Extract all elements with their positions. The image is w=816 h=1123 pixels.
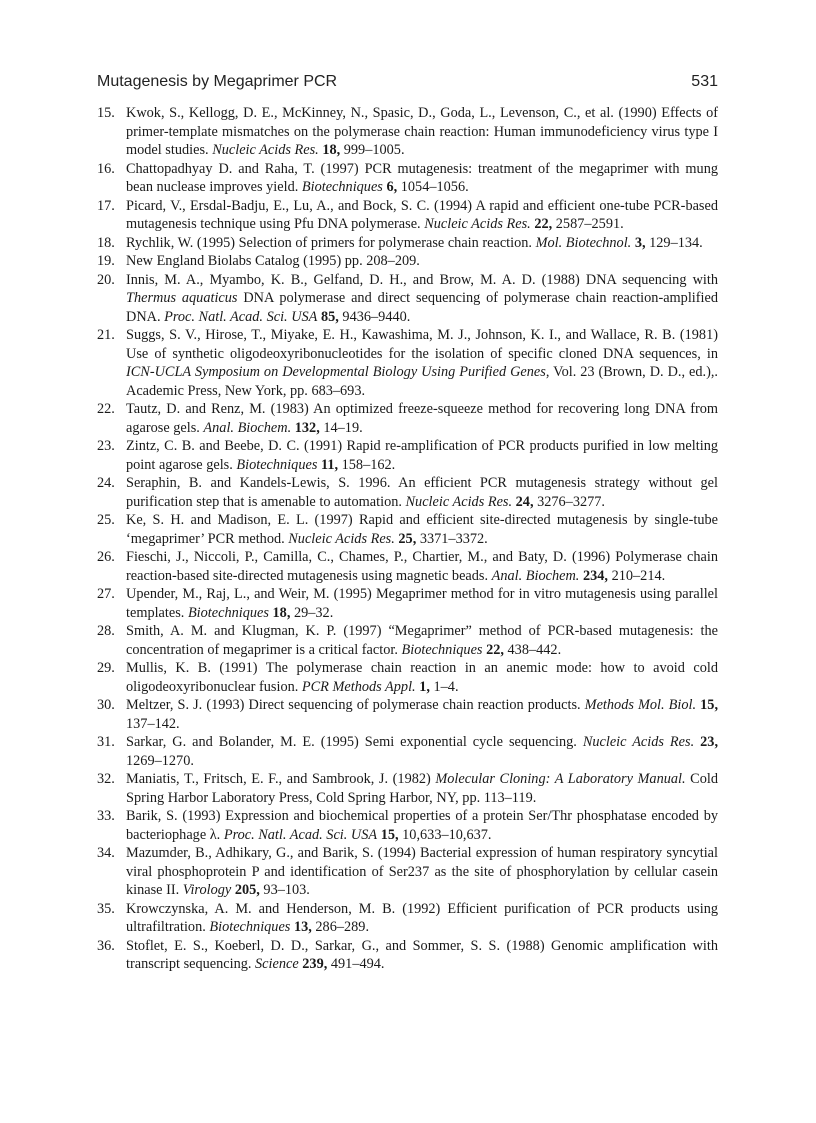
- reference-volume: 25,: [398, 530, 417, 547]
- reference-volume: 15,: [380, 826, 399, 843]
- reference-text: Mullis, K. B. (1991) The polymerase chain reaction in an anemic mode: how to avoid cold oligodeoxyribonuclear fusion.: [126, 660, 718, 695]
- reference-item: [97, 474, 718, 511]
- reference-item: [97, 770, 718, 807]
- reference-item: [97, 585, 718, 622]
- reference-text: Cold Spring Harbor Laboratory Press, Cold Spring Harbor, NY, pp. 113–119.: [126, 771, 718, 806]
- reference-number: 30.: [97, 697, 115, 713]
- reference-text: 210–214.: [608, 567, 666, 584]
- reference-number: 33.: [97, 808, 115, 824]
- reference-number: 17.: [97, 197, 115, 214]
- reference-item: [97, 548, 718, 585]
- reference-text: Maniatis, T., Fritsch, E. F., and Sambrook, J. (1982): [126, 771, 436, 787]
- reference-text: , Vol. 23 (Brown, D. D., ed.),. Academic Press, New York, pp. 683–693.: [126, 364, 718, 399]
- reference-text: 9436–9440.: [338, 308, 411, 325]
- reference-number: 26.: [97, 549, 115, 565]
- reference-volume: 22,: [486, 641, 504, 658]
- reference-text: Barik, S. (1993) Expression and biochemical properties of a protein Ser/Thr phosphatase encoded by bacteriophage λ.: [126, 808, 718, 843]
- reference-italic-text: Nucleic Acids Res.: [424, 216, 531, 232]
- reference-item: [97, 326, 718, 400]
- reference-italic-text: PCR Methods Appl.: [301, 678, 416, 695]
- reference-text: Seraphin, B. and Kandels-Lewis, S. 1996. An efficient PCR mutagenesis strategy without gel purification step that is amenable to automation.: [126, 475, 718, 510]
- reference-list: [97, 104, 718, 974]
- reference-number: 22.: [97, 401, 115, 417]
- reference-volume: 6,: [386, 179, 398, 195]
- reference-item: [97, 937, 718, 974]
- reference-volume: 13,: [293, 919, 312, 935]
- reference-number: 34.: [97, 845, 115, 861]
- reference-italic-text: Molecular Cloning: A Laboratory Manual.: [435, 771, 686, 787]
- reference-volume: 239,: [302, 956, 328, 972]
- reference-item: [97, 104, 718, 160]
- reference-text: 158–162.: [338, 456, 396, 473]
- reference-number: 24.: [97, 475, 115, 491]
- reference-text: 999–1005.: [340, 142, 405, 158]
- reference-number: 15.: [97, 105, 115, 121]
- reference-italic-text: Nucleic Acids Res.: [582, 734, 695, 750]
- reference-text: Rychlik, W. (1995) Selection of primers for polymerase chain reaction.: [126, 234, 536, 251]
- page-number: 531: [691, 73, 718, 90]
- reference-italic-text: Mol. Biotechnol.: [535, 234, 632, 251]
- reference-text: 14–19.: [319, 419, 363, 436]
- reference-volume: 18,: [322, 142, 341, 158]
- reference-text: 3371–3372.: [416, 530, 488, 547]
- reference-text: Smith, A. M. and Klugman, K. P. (1997) “Megaprimer” method of PCR-based mutagenesis: the concentration of megaprimer is a critical factor.: [126, 623, 718, 658]
- reference-text: Ke, S. H. and Madison, E. L. (1997) Rapid and efficient site-directed mutagenesis by single-tube ‘megaprimer’ PCR method.: [126, 512, 718, 547]
- reference-text: Chattopadhyay D. and Raha, T. (1997) PCR mutagenesis: treatment of the megaprimer with mung bean nuclease improves yield.: [126, 160, 718, 195]
- reference-number: 19.: [97, 253, 115, 269]
- reference-text: DNA polymerase and direct sequencing of polymerase chain reaction-amplified DNA.: [126, 290, 718, 325]
- reference-italic-text: Biotechniques: [301, 179, 383, 195]
- reference-item: [97, 807, 718, 844]
- reference-text: Sarkar, G. and Bolander, M. E. (1995) Semi exponential cycle sequencing.: [126, 734, 583, 750]
- reference-text: 1054–1056.: [397, 179, 469, 195]
- reference-italic-text: Biotechniques: [187, 604, 269, 621]
- reference-item: [97, 844, 718, 900]
- reference-italic-text: Nucleic Acids Res.: [405, 493, 513, 510]
- reference-text: 491–494.: [327, 956, 385, 972]
- reference-text: Picard, V., Ersdal-Badju, E., Lu, A., and Bock, S. C. (1994) A rapid and efficient one-tube PCR-based mutagenesis technique using Pfu DNA polymerase.: [126, 197, 718, 232]
- reference-italic-text: ICN-UCLA Symposium on Developmental Biology Using Purified Genes: [126, 364, 546, 380]
- reference-text: 1269–1270.: [126, 752, 194, 769]
- reference-number: 23.: [97, 438, 115, 454]
- reference-number: 25.: [97, 512, 115, 528]
- running-header: [97, 73, 718, 91]
- reference-number: 18.: [97, 234, 115, 251]
- reference-item: [97, 659, 718, 696]
- reference-italic-text: Proc. Natl. Acad. Sci. USA: [164, 308, 318, 325]
- reference-italic-text: Biotechniques: [236, 456, 318, 473]
- reference-item: [97, 511, 718, 548]
- reference-text: Mazumder, B., Adhikary, G., and Barik, S. (1994) Bacterial expression of human respiratory syncytial viral phosphoprotein P and identification of Ser237 as the site of phosphorylation by cellular casein kinase II.: [126, 845, 718, 898]
- reference-volume: 18,: [272, 604, 291, 621]
- reference-text: Upender, M., Raj, L., and Weir, M. (1995) Megaprimer method for in vitro mutagenesis using parallel templates.: [126, 586, 718, 621]
- reference-number: 31.: [97, 734, 115, 750]
- reference-text: 10,633–10,637.: [398, 826, 492, 843]
- reference-text: Krowczynska, A. M. and Henderson, M. B. (1992) Efficient purification of PCR products using ultrafiltration.: [126, 900, 718, 935]
- reference-text: 2587–2591.: [552, 216, 624, 232]
- reference-text: 137–142.: [126, 715, 180, 732]
- reference-italic-text: Virology: [182, 882, 232, 898]
- reference-number: 28.: [97, 623, 115, 639]
- reference-number: 21.: [97, 327, 115, 343]
- reference-volume: 132,: [294, 419, 320, 436]
- reference-text: 286–289.: [311, 919, 370, 935]
- reference-italic-text: Nucleic Acids Res.: [212, 142, 319, 158]
- reference-item: [97, 696, 718, 733]
- reference-italic-text: Proc. Natl. Acad. Sci. USA: [223, 826, 378, 843]
- reference-text: 129–134.: [645, 234, 703, 251]
- reference-volume: 11,: [320, 456, 339, 473]
- reference-text: Meltzer, S. J. (1993) Direct sequencing of polymerase chain reaction products.: [126, 697, 585, 713]
- reference-volume: 22,: [534, 216, 553, 232]
- running-title: Mutagenesis by Megaprimer PCR: [97, 73, 338, 90]
- reference-volume: 205,: [234, 882, 260, 898]
- reference-italic-text: Methods Mol. Biol.: [584, 697, 697, 713]
- reference-italic-text: Science: [255, 956, 299, 972]
- reference-item: [97, 622, 718, 659]
- reference-volume: 23,: [700, 734, 719, 750]
- reference-italic-text: Biotechniques: [401, 641, 483, 658]
- reference-text: Suggs, S. V., Hirose, T., Miyake, E. H., Kawashima, M. J., Johnson, K. I., and Wallace, R. B. (1981) Use of synthetic oligodeoxyribonucleotides for the isolation of specific cloned DNA sequences, in: [126, 327, 718, 362]
- reference-text: 3276–3277.: [533, 493, 605, 510]
- reference-italic-text: Anal. Biochem.: [491, 567, 580, 584]
- reference-item: [97, 733, 718, 770]
- reference-number: 29.: [97, 660, 115, 676]
- reference-number: 32.: [97, 771, 115, 787]
- reference-text: Stoflet, E. S., Koeberl, D. D., Sarkar, G., and Sommer, S. S. (1988) Genomic amplification with transcript sequencing.: [126, 937, 718, 972]
- reference-italic-text: Biotechniques: [209, 919, 291, 935]
- reference-italic-text: Anal. Biochem.: [203, 419, 292, 436]
- reference-item: [97, 900, 718, 937]
- reference-text: 438–442.: [503, 641, 562, 658]
- reference-item: [97, 400, 718, 437]
- reference-item: [97, 160, 718, 197]
- reference-item: [97, 271, 718, 327]
- reference-text: Kwok, S., Kellogg, D. E., McKinney, N., Spasic, D., Goda, L., Levenson, C., et al. (1990) Effects of primer-template mismatches on the polymerase chain reaction: Human immunodeficiency virus type I model studies.: [126, 105, 718, 158]
- reference-item: [97, 252, 718, 271]
- reference-item: [97, 234, 718, 253]
- reference-number: 36.: [97, 937, 115, 954]
- reference-text: Innis, M. A., Myambo, K. B., Gelfand, D. H., and Brow, M. A. D. (1988) DNA sequencing with: [126, 271, 718, 288]
- reference-volume: 1,: [419, 678, 430, 695]
- reference-number: 16.: [97, 160, 115, 177]
- reference-text: Fieschi, J., Niccoli, P., Camilla, C., Chames, P., Chartier, M., and Baty, D. (1996) Polymerase chain reaction-based site-directed mutagenesis using magnetic beads.: [126, 549, 718, 584]
- reference-number: 27.: [97, 586, 115, 602]
- reference-italic-text: Nucleic Acids Res.: [288, 530, 395, 547]
- reference-text: 93–103.: [259, 882, 310, 898]
- reference-volume: 24,: [515, 493, 534, 510]
- reference-volume: 15,: [700, 697, 719, 713]
- reference-text: Tautz, D. and Renz, M. (1983) An optimized freeze-squeeze method for recovering long DNA from agarose gels.: [126, 401, 718, 436]
- reference-text: 29–32.: [290, 604, 334, 621]
- reference-volume: 85,: [320, 308, 339, 325]
- reference-number: 35.: [97, 900, 115, 917]
- reference-text: New England Biolabs Catalog (1995) pp. 208–209.: [126, 253, 420, 269]
- reference-item: [97, 197, 718, 234]
- reference-text: Zintz, C. B. and Beebe, D. C. (1991) Rapid re-amplification of PCR products purified in low melting point agarose gels.: [126, 438, 718, 473]
- reference-item: [97, 437, 718, 474]
- reference-volume: 234,: [582, 567, 608, 584]
- reference-number: 20.: [97, 271, 115, 288]
- reference-text: 1–4.: [429, 678, 459, 695]
- reference-italic-text: Thermus aquaticus: [126, 290, 238, 306]
- reference-volume: 3,: [634, 234, 646, 251]
